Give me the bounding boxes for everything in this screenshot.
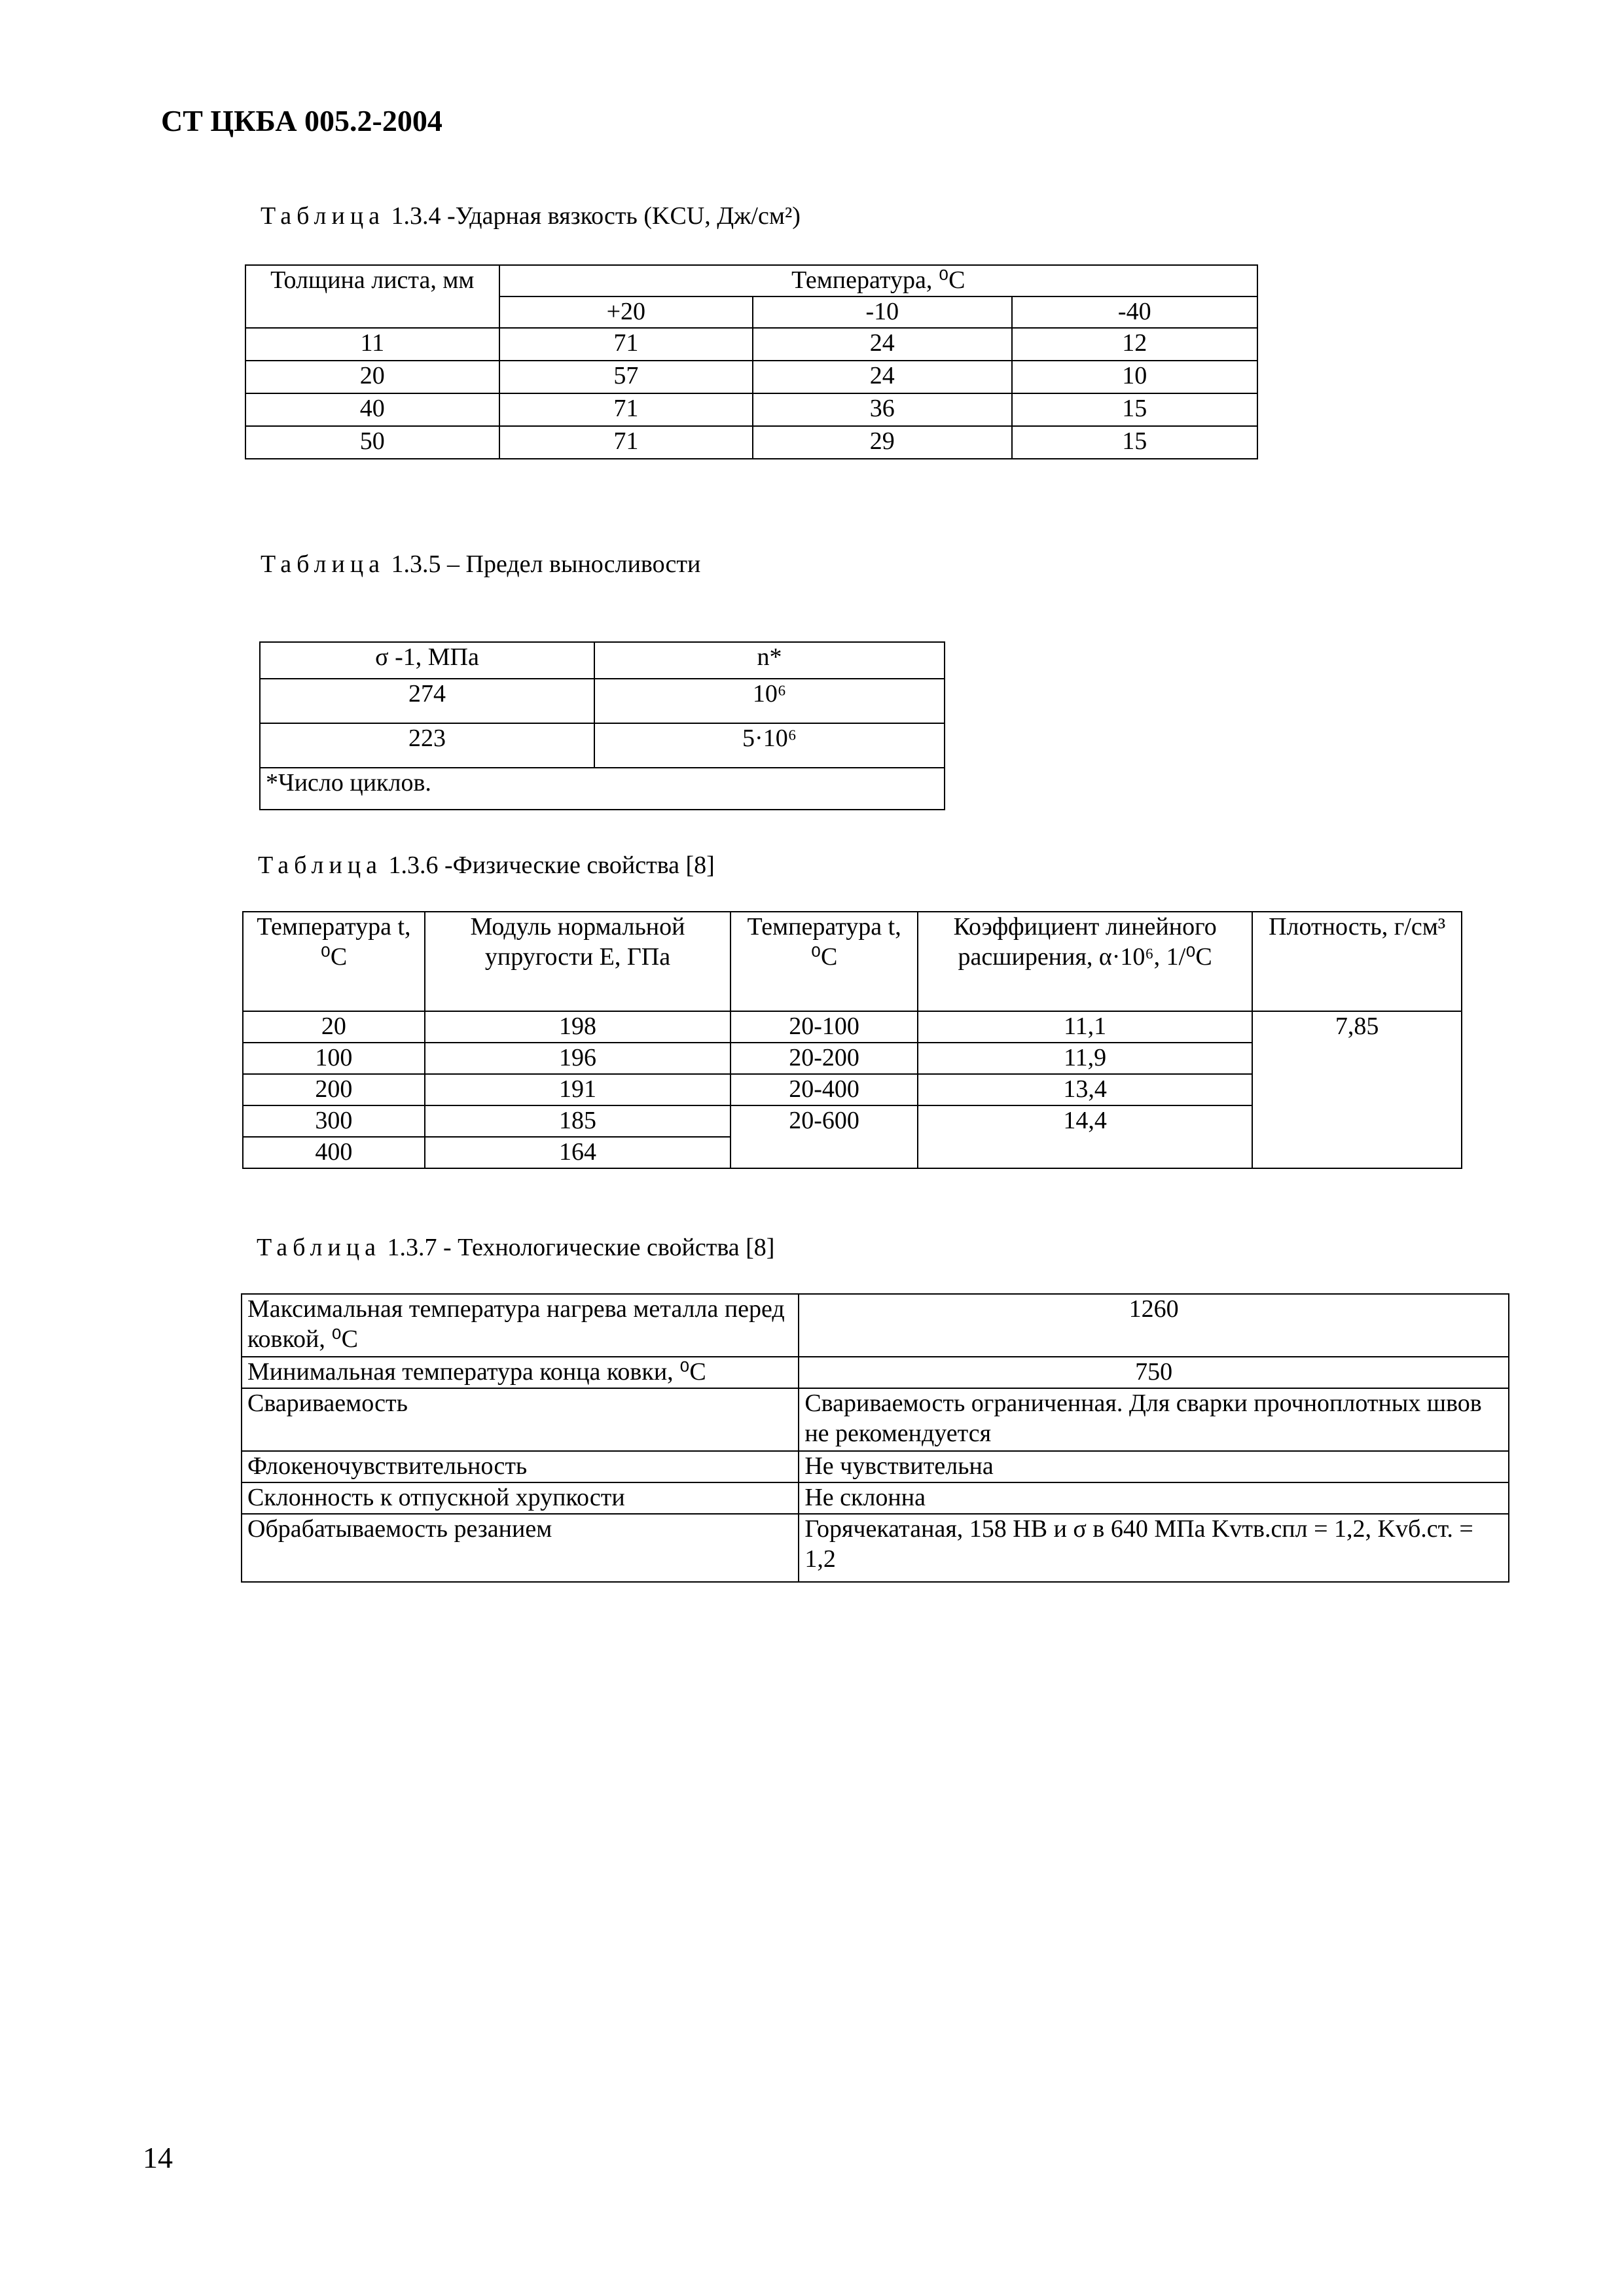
- cell-value: 1260: [799, 1294, 1509, 1357]
- table-136-header-modulus: Модуль нормальной упругости Е, ГПа: [425, 912, 731, 1011]
- table-137-caption-text: 1.3.7 - Технологические свойства [8]: [387, 1234, 775, 1261]
- table-row: [242, 1514, 1509, 1582]
- cell-value: Горячекатаная, 158 НВ и σ в 640 МПа Kvтв.спл = 1,2, Kvб.ст. = 1,2: [799, 1514, 1509, 1582]
- cell-cycles: 10⁶: [594, 679, 945, 723]
- cell-property: Максимальная температура нагрева металла перед ковкой, ⁰С: [242, 1294, 799, 1357]
- cell-modulus: 196: [425, 1043, 731, 1074]
- cell-value: 57: [499, 361, 753, 393]
- cell-modulus: 191: [425, 1074, 731, 1105]
- cell-value: Свариваемость ограниченная. Для сварки прочноплотных швов не рекомендуется: [799, 1388, 1509, 1451]
- cell-value: 15: [1012, 426, 1258, 459]
- cell-value: Не склонна: [799, 1482, 1509, 1514]
- cell-modulus: 198: [425, 1011, 731, 1043]
- table-row: [242, 1357, 1509, 1388]
- cell-property: Склонность к отпускной хрупкости: [242, 1482, 799, 1514]
- table-137-caption-prefix: Таблица: [257, 1234, 382, 1261]
- table-134-caption-prefix: Таблица: [261, 202, 386, 230]
- table-row: [260, 723, 945, 768]
- table-134-header-thickness: Толщина листа, мм: [245, 265, 499, 328]
- table-136-caption-prefix: Таблица: [258, 852, 383, 879]
- cell-value: 15: [1012, 393, 1258, 426]
- cell-property: Обрабатываемость резанием: [242, 1514, 799, 1582]
- cell-sigma: 223: [260, 723, 594, 768]
- table-135-footnote: *Число циклов.: [260, 768, 945, 810]
- table-row: [242, 1388, 1509, 1451]
- table-134-header-temperature: Температура, ⁰С: [499, 265, 1257, 296]
- table-row: [243, 1011, 1462, 1043]
- cell-value: 71: [499, 426, 753, 459]
- table-135-caption-prefix: Таблица: [261, 550, 386, 578]
- table-134-impact-strength: [245, 264, 1258, 459]
- table-row: [245, 361, 1257, 393]
- cell-value: 24: [753, 328, 1011, 361]
- cell-sigma: 274: [260, 679, 594, 723]
- table-134-caption: [261, 202, 801, 230]
- cell-range: 20-400: [731, 1074, 918, 1105]
- table-136-header-density: Плотность, г/см³: [1252, 912, 1462, 1011]
- cell-temperature: 200: [243, 1074, 425, 1105]
- cell-alpha: 11,9: [918, 1043, 1252, 1074]
- table-134-temp-3: -40: [1012, 296, 1258, 328]
- cell-temperature: 400: [243, 1137, 425, 1168]
- cell-alpha: 11,1: [918, 1011, 1252, 1043]
- table-136-physical-properties: [242, 911, 1462, 1169]
- cell-thickness: 50: [245, 426, 499, 459]
- table-row: [245, 426, 1257, 459]
- table-135-header-sigma: σ -1, МПа: [260, 642, 594, 679]
- table-136-header-temp1: Температура t, ⁰С: [243, 912, 425, 1011]
- page-number: 14: [143, 2141, 173, 2174]
- cell-temperature: 20: [243, 1011, 425, 1043]
- table-137-caption: [257, 1233, 774, 1262]
- table-134-temp-2: -10: [753, 296, 1011, 328]
- cell-alpha: 13,4: [918, 1074, 1252, 1105]
- table-135-endurance-limit: [259, 641, 945, 810]
- cell-value: 71: [499, 393, 753, 426]
- table-136-caption-text: 1.3.6 -Физические свойства [8]: [388, 852, 715, 879]
- cell-value: 750: [799, 1357, 1509, 1388]
- cell-temperature: 100: [243, 1043, 425, 1074]
- cell-thickness: 11: [245, 328, 499, 361]
- cell-alpha: 14,4: [918, 1105, 1252, 1168]
- cell-property: Минимальная температура конца ковки, ⁰С: [242, 1357, 799, 1388]
- table-136-caption: [258, 851, 715, 880]
- table-136-header-coef: Коэффициент линейного расширения, α·10⁶, 1/⁰С: [918, 912, 1252, 1011]
- cell-value: Не чувствительна: [799, 1451, 1509, 1482]
- table-row: [242, 1294, 1509, 1357]
- table-134-temp-1: +20: [499, 296, 753, 328]
- table-136-header-temp2: Температура t, ⁰С: [731, 912, 918, 1011]
- table-134-caption-text: 1.3.4 -Ударная вязкость (KCU, Дж/см²): [391, 202, 801, 230]
- cell-value: 10: [1012, 361, 1258, 393]
- cell-cycles: 5·10⁶: [594, 723, 945, 768]
- table-135-caption-text: 1.3.5 – Предел выносливости: [391, 550, 701, 578]
- table-row: [245, 328, 1257, 361]
- cell-value: 12: [1012, 328, 1258, 361]
- table-137-technological-properties: [241, 1293, 1509, 1583]
- cell-thickness: 40: [245, 393, 499, 426]
- document-code: СТ ЦКБА 005.2-2004: [161, 104, 442, 137]
- table-row: [242, 1451, 1509, 1482]
- table-row: [242, 1482, 1509, 1514]
- table-135-caption: [261, 550, 700, 579]
- cell-value: 36: [753, 393, 1011, 426]
- cell-modulus: 185: [425, 1105, 731, 1137]
- cell-thickness: 20: [245, 361, 499, 393]
- cell-density: 7,85: [1252, 1011, 1462, 1168]
- table-row: [260, 679, 945, 723]
- cell-range: 20-200: [731, 1043, 918, 1074]
- cell-range: 20-600: [731, 1105, 918, 1168]
- cell-range: 20-100: [731, 1011, 918, 1043]
- table-135-header-n: n*: [594, 642, 945, 679]
- cell-value: 29: [753, 426, 1011, 459]
- cell-value: 24: [753, 361, 1011, 393]
- table-row: [245, 393, 1257, 426]
- cell-modulus: 164: [425, 1137, 731, 1168]
- cell-value: 71: [499, 328, 753, 361]
- cell-temperature: 300: [243, 1105, 425, 1137]
- cell-property: Свариваемость: [242, 1388, 799, 1451]
- cell-property: Флокеночувствительность: [242, 1451, 799, 1482]
